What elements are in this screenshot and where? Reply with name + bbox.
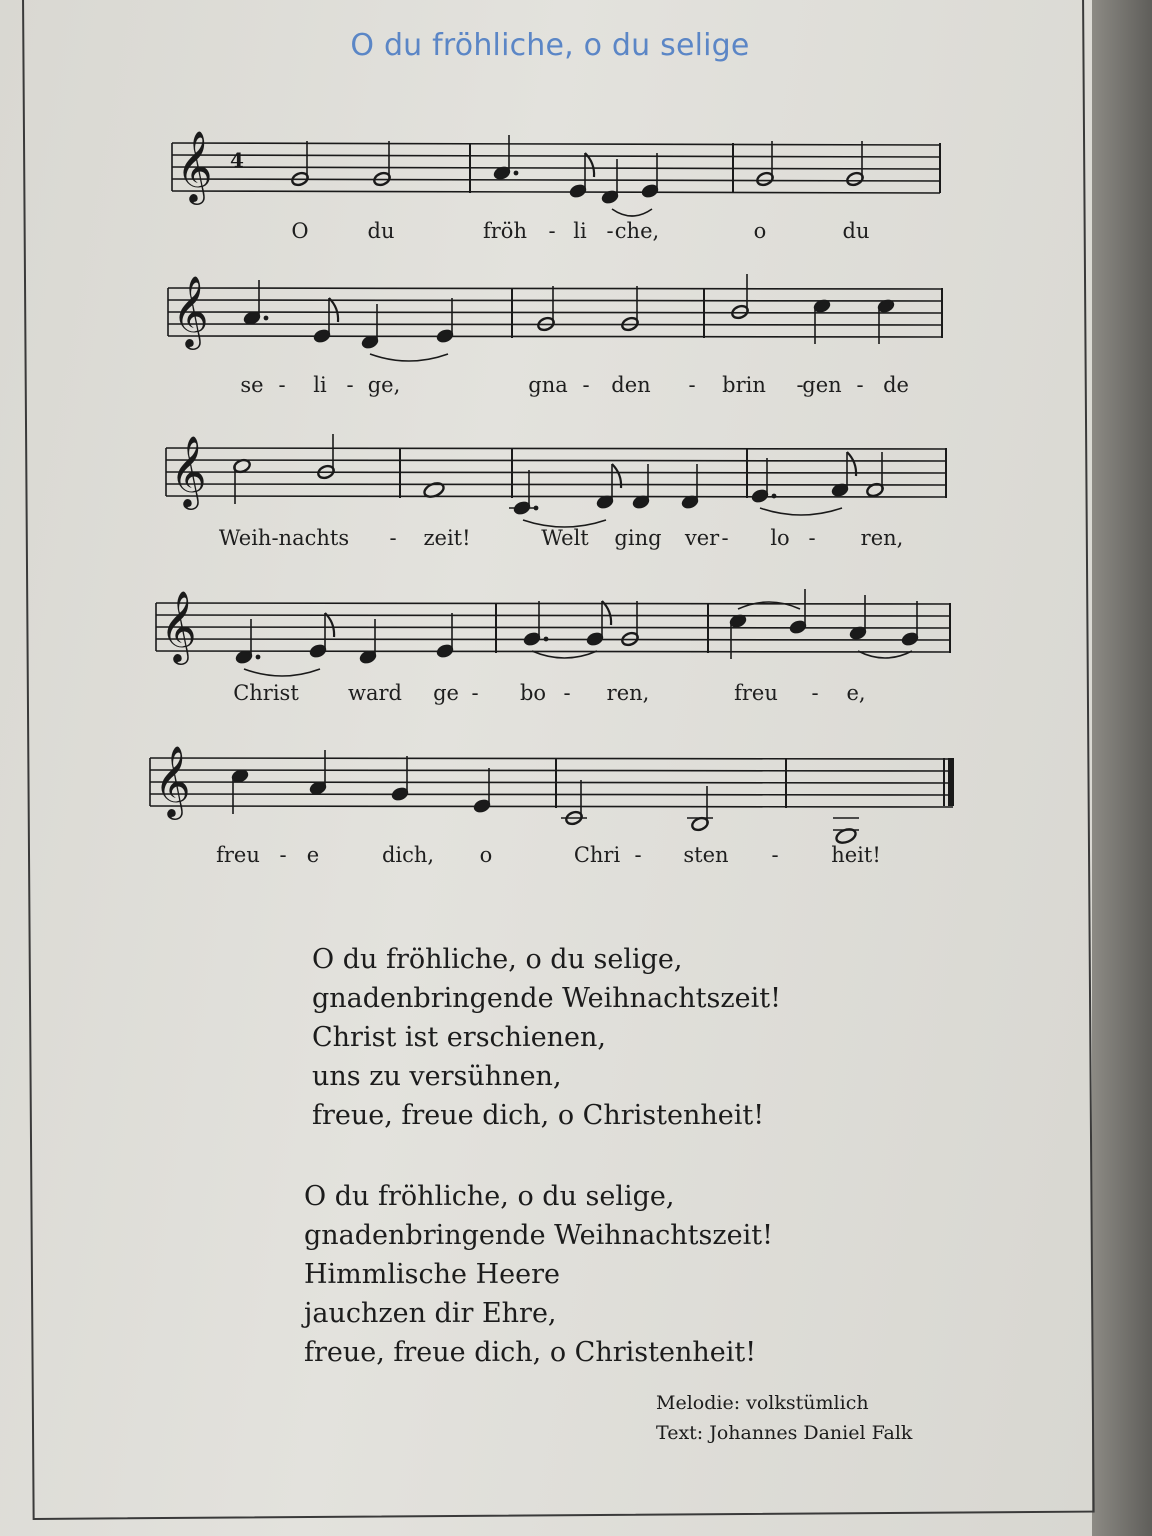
lyric-syllable: - [688,373,696,397]
verse-line: gnadenbringende Weihnachtszeit! [312,983,781,1014]
verse-line: freue, freue dich, o Christenheit! [304,1337,757,1368]
lyric-syllable: heit! [831,843,881,867]
dot [264,316,269,321]
staff-line [166,472,946,473]
staff-line [168,288,942,289]
staff-line [150,794,953,795]
lyric-syllable: - [796,373,804,397]
lyric-syllable: du [842,219,870,243]
staff-line [156,627,950,628]
lyric-syllable: - [278,373,286,397]
treble-clef-icon: 𝄞 [176,129,213,202]
credits [656,1388,912,1448]
verse-line: Himmlische Heere [304,1259,560,1290]
verse-line: freue, freue dich, o Christenheit! [312,1100,765,1131]
text-credit: Text: Johannes Daniel Falk [656,1422,913,1444]
lyric-syllable: du [367,219,395,243]
staff-line [168,324,942,325]
lyric-syllable: - [279,843,287,867]
lyric-syllable: freu [734,681,778,705]
lyric-syllable: Christ [233,681,299,705]
melody-credit: Melodie: volkstümlich [656,1392,869,1414]
lyric-syllable: gna [528,373,568,397]
verse-line: gnadenbringende Weihnachtszeit! [304,1220,773,1251]
lyric-syllable: - [721,526,729,550]
dot [256,655,261,660]
verse-line: O du fröhliche, o du selige, [304,1181,675,1212]
lyric-syllable: O [291,219,309,243]
staff-line [156,639,950,640]
lyric-syllable: - [606,219,614,243]
slur [760,508,842,515]
staff-line [172,191,940,193]
verse-line: jauchzen dir Ehre, [304,1298,557,1329]
verse-1 [312,940,781,1135]
lyric-syllable: che, [614,219,660,243]
staff-line [172,155,940,157]
lyric-syllable: - [771,843,779,867]
lyric-syllable: ge, [367,373,401,397]
time-signature: 4 [230,148,244,172]
slur [370,354,448,361]
lyric-syllable: - [808,526,816,550]
staff-line [172,167,940,169]
lyric-syllable: se [240,373,264,397]
lyric-syllable: ren, [606,681,650,705]
lyric-syllable: den [611,373,651,397]
staff-line [168,312,942,313]
staff-line [166,496,946,497]
staff-line [166,484,946,485]
lyric-syllable: gen [802,373,842,397]
lyric-syllable: - [563,681,571,705]
lyric-syllable: ward [348,681,402,705]
lyric-syllable: - [582,373,590,397]
lyric-syllable: bo [519,681,547,705]
lyric-syllable: li [573,219,587,243]
lyric-syllable: dich, [381,843,435,867]
lyric-syllable: Chri [573,843,621,867]
staff-line [150,782,953,783]
lyric-syllable: - [856,373,864,397]
lyric-syllable: - [548,219,556,243]
lyric-syllable: brin [722,373,766,397]
lyric-syllable: ge [433,681,459,705]
lyric-syllable: de [883,373,909,397]
verse-line: uns zu versühnen, [312,1061,562,1092]
lyric-syllable: o [753,219,767,243]
note-flag [602,601,611,625]
dot [544,637,549,642]
staff-line [166,460,946,461]
lyric-syllable: - [471,681,479,705]
lyric-syllable: lo [770,526,790,550]
staff-line [172,143,940,145]
lyric-syllable: e, [846,681,866,705]
lyric-syllable: zeit! [423,526,471,550]
staff-line [150,806,953,807]
treble-clef-icon: 𝄞 [154,744,191,817]
verse-line: O du fröhliche, o du selige, [312,944,683,975]
treble-clef-icon: 𝄞 [170,434,207,507]
verse-line: Christ ist erschienen, [312,1022,607,1053]
dot [772,494,777,499]
staff-line [156,615,950,616]
lyric-syllable: - [634,843,642,867]
lyric-syllable: - [811,681,819,705]
lyric-syllable: fröh [483,219,527,243]
lyric-syllable: Weih-nachts [218,526,350,550]
staff-line [172,179,940,181]
lyric-syllable: sten [683,843,729,867]
final-barline-thick [948,758,954,806]
lyric-syllable: o [479,843,493,867]
staff-line [168,336,942,337]
staff-line [156,651,950,652]
slur [244,669,320,676]
staff-line [156,603,950,604]
staff-line [166,448,946,449]
slur [612,209,652,216]
verse-2 [304,1177,773,1372]
staff-line [150,758,953,759]
lyric-syllable: ging [614,526,662,550]
treble-clef-icon: 𝄞 [160,589,197,662]
lyric-syllable: - [389,526,397,550]
lyric-syllable: freu [216,843,260,867]
lyric-syllable: ver [684,526,720,550]
lyric-syllable: ren, [860,526,904,550]
lyric-syllable: li [313,373,327,397]
dot [514,171,519,176]
lyric-syllable: - [346,373,354,397]
dot [534,506,539,511]
treble-clef-icon: 𝄞 [172,274,209,347]
lyric-syllable: Welt [541,526,589,550]
staff-line [150,770,953,771]
song-title: O du fröhliche, o du selige [350,28,750,63]
note-flag [325,613,334,637]
lyric-syllable: e [306,843,320,867]
note-flag [329,298,338,322]
